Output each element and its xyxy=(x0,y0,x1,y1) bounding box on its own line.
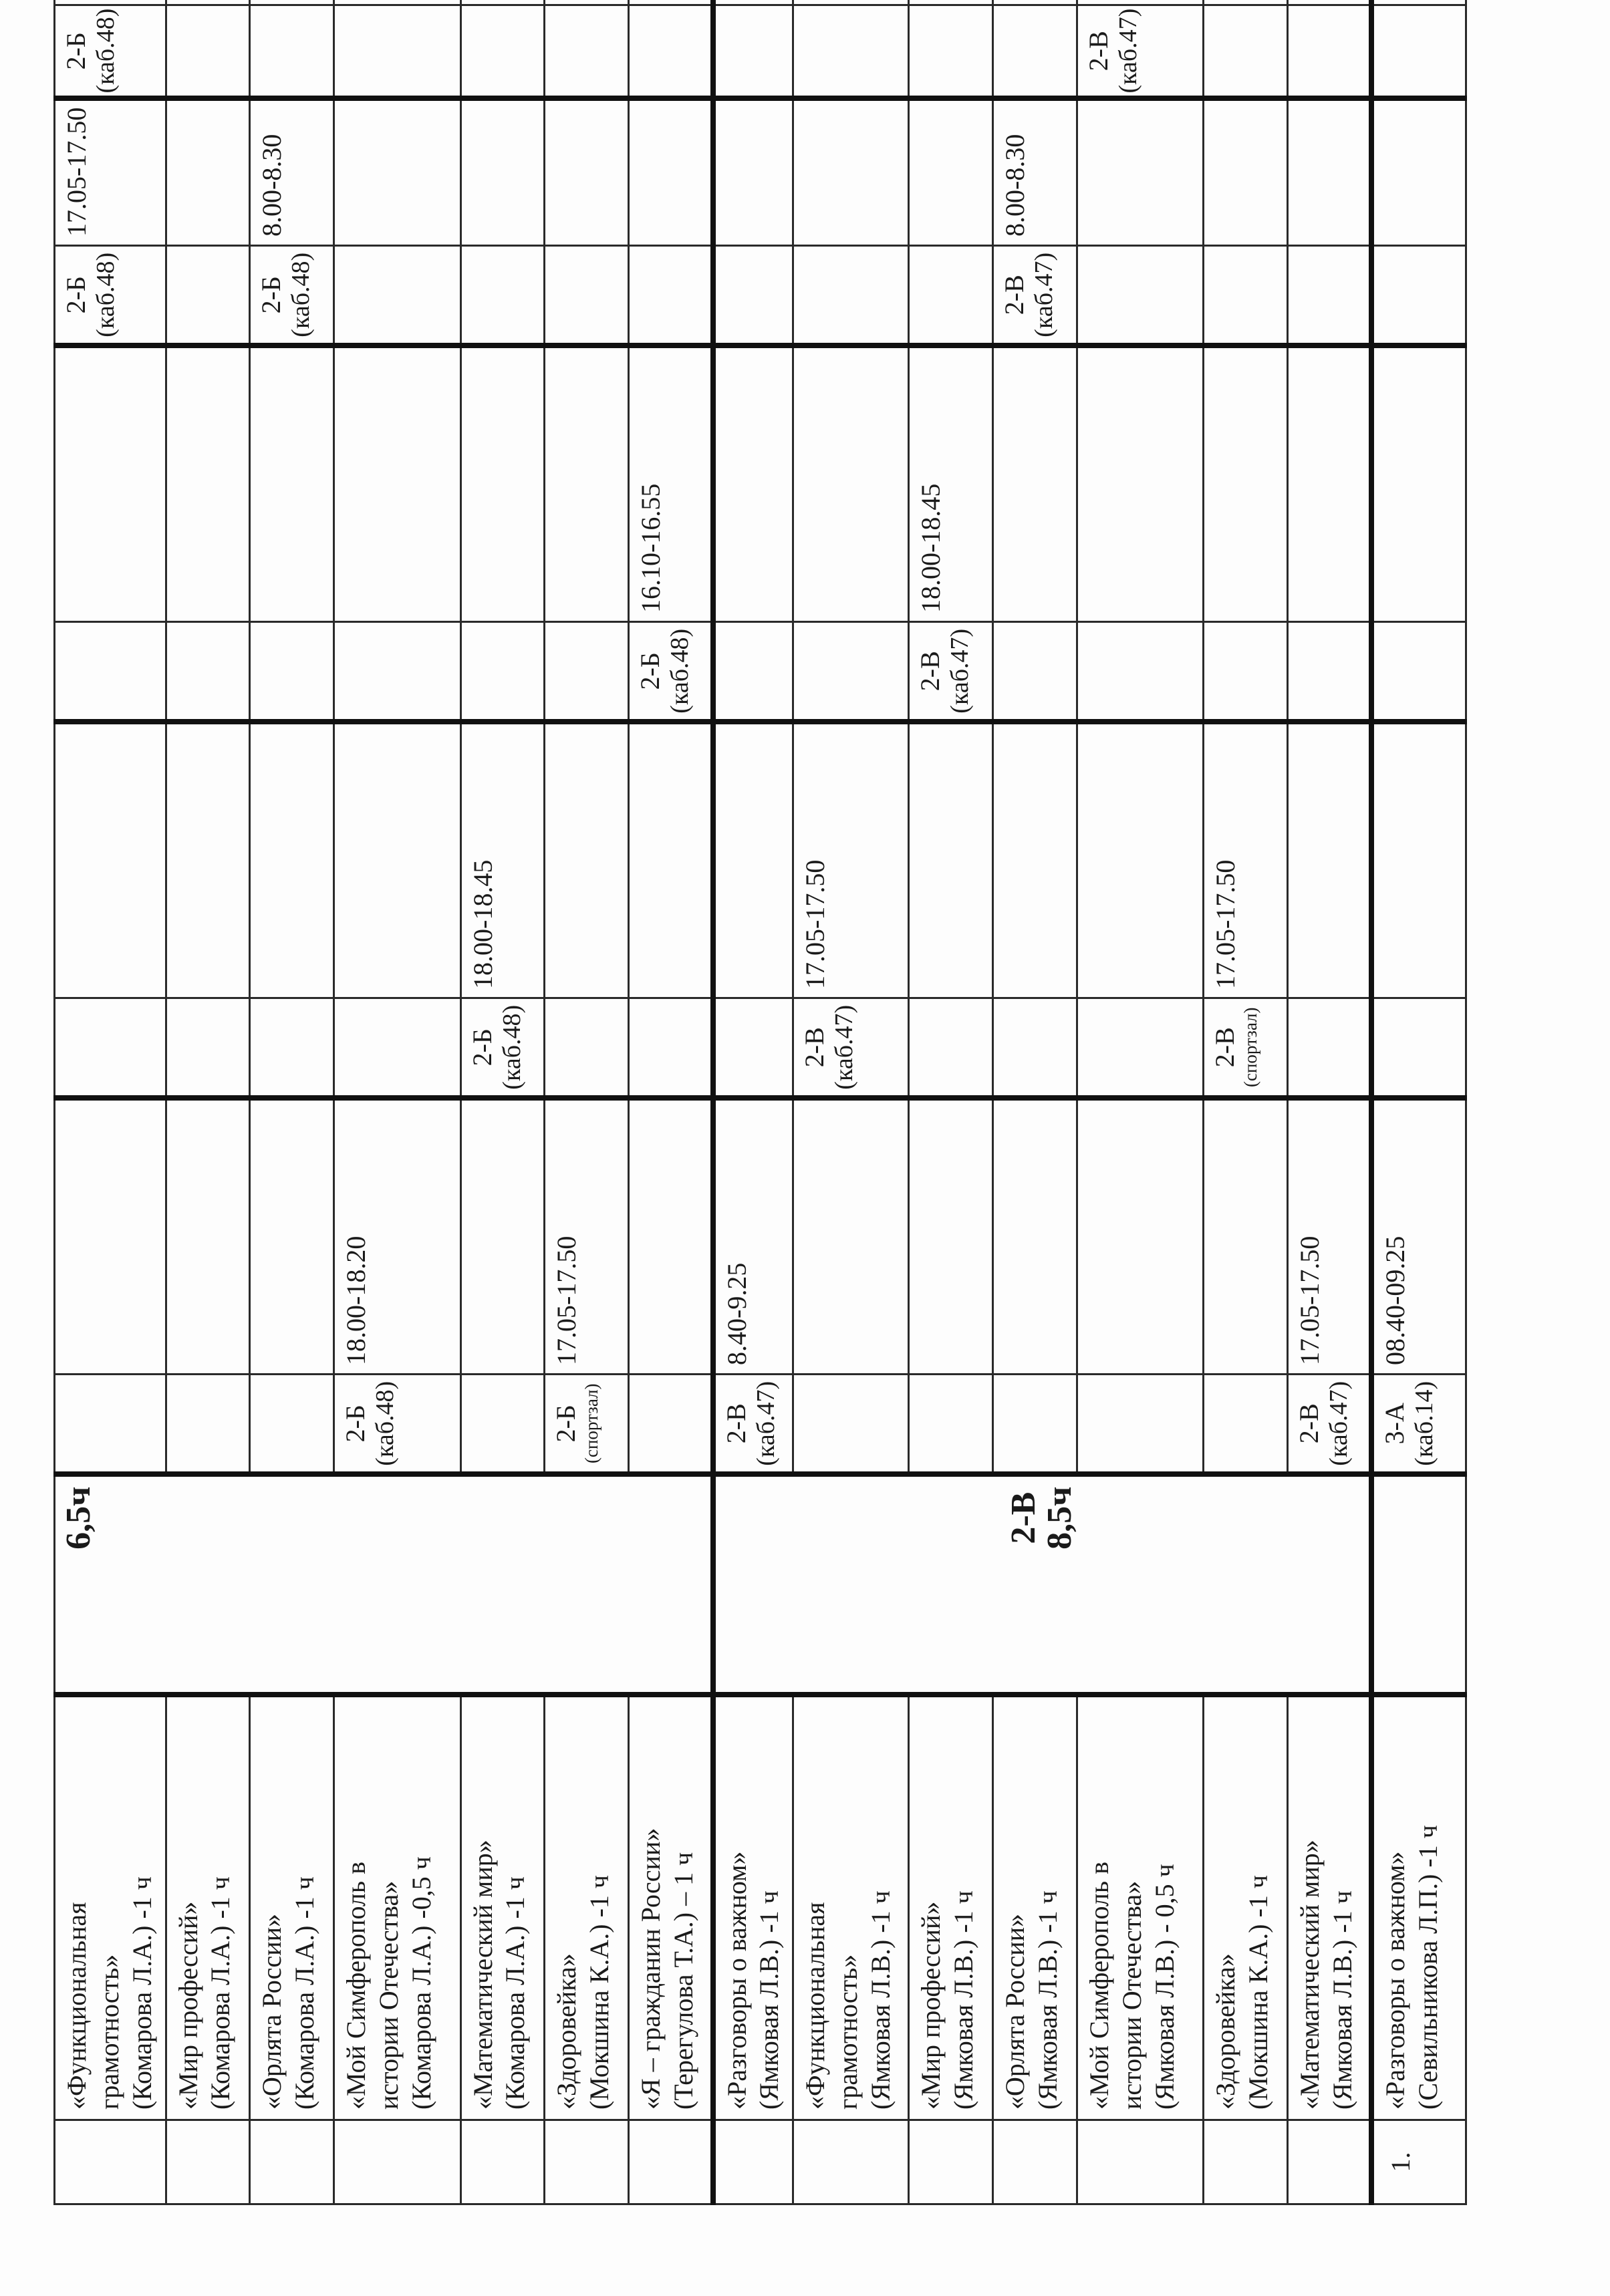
table-row xyxy=(545,0,629,2204)
room-label: (каб.48) xyxy=(371,1381,400,1466)
slot-time-cell xyxy=(166,0,250,5)
course-cell: «Орлята России» (Ямковая Л.В.) -1 ч xyxy=(993,1695,1077,2120)
slot-class-cell xyxy=(460,5,545,99)
slot-class-cell xyxy=(166,5,250,99)
slot-time-cell xyxy=(713,0,793,5)
group-label: 2-В 8,5ч xyxy=(1004,1486,1079,1550)
class-name: 2-Б xyxy=(61,32,91,70)
slot-time-cell xyxy=(55,1099,166,1375)
schedule-sheet xyxy=(53,3,1467,2205)
slot-class-cell xyxy=(1371,998,1466,1099)
slot-class-cell xyxy=(334,5,460,99)
slot-class-cell xyxy=(460,246,545,346)
slot-class-cell xyxy=(545,246,629,346)
table-row xyxy=(334,0,460,2204)
slot-class-cell xyxy=(1204,5,1288,99)
class-name: 2-В xyxy=(799,1027,830,1068)
group-hours-cell xyxy=(713,1475,1372,1695)
class-name: 2-В xyxy=(915,651,946,692)
class-name: 2-Б xyxy=(61,276,91,314)
slot-class-cell xyxy=(1371,1375,1466,1475)
slot-time-cell xyxy=(545,99,629,246)
slot-time-cell xyxy=(545,346,629,622)
class-name: 2-Б xyxy=(466,1028,497,1066)
table-row xyxy=(1077,0,1203,2204)
row-number xyxy=(793,2120,909,2204)
slot-class-cell xyxy=(460,622,545,722)
slot-time-cell xyxy=(909,722,993,998)
slot-class-cell xyxy=(545,1375,629,1475)
slot-time-cell xyxy=(1371,99,1466,246)
course-cell: «Разговоры о важном» (Ямковая Л.В.) -1 ч xyxy=(713,1695,793,2120)
course-cell: «Орлята России» (Комарова Л.А.) -1 ч xyxy=(250,1695,334,2120)
course-cell: «Мой Симферополь в истории Отечества» (Ямковая Л.В.) - 0,5 ч xyxy=(1077,1695,1203,2120)
slot-time-cell xyxy=(55,722,166,998)
slot-class-cell xyxy=(250,622,334,722)
table-row xyxy=(793,0,909,2204)
table-row xyxy=(1204,0,1288,2204)
course-cell: «Мир профессий» (Комарова Л.А.) -1 ч xyxy=(166,1695,250,2120)
slot-time-cell xyxy=(460,0,545,5)
slot-class-cell xyxy=(250,998,334,1099)
slot-class-cell xyxy=(993,5,1077,99)
table-row xyxy=(713,0,793,2204)
slot-class-cell xyxy=(1204,622,1288,722)
table-row xyxy=(629,0,713,2204)
row-number xyxy=(629,2120,713,2204)
slot-time-cell: 18.00-18.45 xyxy=(460,722,545,998)
class-name: 2-В xyxy=(999,275,1030,315)
course-cell: «Математический мир» (Комарова Л.А.) -1 ч xyxy=(460,1695,545,2120)
slot-class-cell xyxy=(55,622,166,722)
slot-class-cell xyxy=(1204,1375,1288,1475)
slot-time-cell xyxy=(1077,0,1203,5)
slot-time-cell xyxy=(250,0,334,5)
slot-class-cell xyxy=(1288,246,1372,346)
row-number xyxy=(713,2120,793,2204)
row-number xyxy=(1204,2120,1288,2204)
row-number xyxy=(250,2120,334,2204)
schedule-table xyxy=(53,0,1467,2205)
row-number xyxy=(993,2120,1077,2204)
slot-time-cell: 8.00-8.30 xyxy=(993,99,1077,246)
slot-time-cell: 18.00-18.20 xyxy=(334,1099,460,1375)
slot-time-cell xyxy=(1288,0,1372,5)
course-cell: «Математический мир» (Ямковая Л.В.) -1 ч xyxy=(1288,1695,1372,2120)
slot-class-cell xyxy=(629,622,713,722)
slot-class-cell xyxy=(250,1375,334,1475)
table-row xyxy=(250,0,334,2204)
class-name: 2-Б xyxy=(635,652,666,690)
room-label: (каб.48) xyxy=(287,252,315,337)
slot-class-cell xyxy=(793,246,909,346)
table-row xyxy=(55,0,166,2204)
slot-time-cell xyxy=(993,722,1077,998)
slot-time-cell xyxy=(334,346,460,622)
slot-time-cell xyxy=(1077,346,1203,622)
slot-time-cell: 8.00-8.30 xyxy=(250,99,334,246)
slot-time-cell xyxy=(793,1099,909,1375)
slot-class-cell xyxy=(334,246,460,346)
slot-time-cell xyxy=(909,1099,993,1375)
room-label: (каб.47) xyxy=(1030,252,1059,337)
table-row xyxy=(1371,0,1466,2204)
slot-time-cell xyxy=(713,346,793,622)
class-name: 2-Б xyxy=(551,1405,581,1443)
slot-class-cell xyxy=(993,622,1077,722)
slot-time-cell xyxy=(993,346,1077,622)
slot-time-cell xyxy=(1204,0,1288,5)
row-number xyxy=(1288,2120,1372,2204)
row-number: 1. xyxy=(1371,2120,1466,2204)
slot-class-cell xyxy=(1371,246,1466,346)
slot-class-cell xyxy=(1077,246,1203,346)
slot-time-cell xyxy=(1371,346,1466,622)
slot-class-cell xyxy=(166,622,250,722)
slot-time-cell xyxy=(545,0,629,5)
class-name: 2-В xyxy=(1210,1027,1240,1068)
slot-class-cell xyxy=(713,246,793,346)
room-label: (каб.47) xyxy=(751,1381,780,1466)
slot-class-cell xyxy=(713,998,793,1099)
slot-class-cell xyxy=(1204,998,1288,1099)
slot-class-cell xyxy=(1288,1375,1372,1475)
slot-time-cell xyxy=(1204,99,1288,246)
slot-class-cell xyxy=(793,622,909,722)
slot-time-cell xyxy=(334,99,460,246)
slot-time-cell xyxy=(250,1099,334,1375)
slot-class-cell xyxy=(250,246,334,346)
course-cell: «Разговоры о важном» (Севильникова Л.П.) -1 ч xyxy=(1371,1695,1466,2120)
slot-class-cell xyxy=(1288,998,1372,1099)
course-cell: «Я – гражданин России» (Терегулова Т.А.) – 1 ч xyxy=(629,1695,713,2120)
slot-time-cell: 16.10-16.55 xyxy=(629,346,713,622)
class-name: 2-Б xyxy=(256,276,287,314)
room-label: (каб.14) xyxy=(1410,1381,1439,1466)
slot-class-cell xyxy=(629,1375,713,1475)
slot-time-cell xyxy=(1288,722,1372,998)
row-number xyxy=(545,2120,629,2204)
slot-time-cell xyxy=(166,722,250,998)
room-label: (спортзал) xyxy=(1240,1007,1261,1088)
slot-time-cell xyxy=(629,1099,713,1375)
class-name: 2-В xyxy=(720,1403,751,1444)
slot-class-cell xyxy=(1371,5,1466,99)
slot-class-cell xyxy=(166,246,250,346)
table-row xyxy=(1288,0,1372,2204)
slot-time-cell: 17.05-17.50 xyxy=(1288,1099,1372,1375)
slot-time-cell xyxy=(793,346,909,622)
class-name: 2-В xyxy=(1083,31,1113,71)
table-row xyxy=(166,0,250,2204)
slot-time-cell xyxy=(1204,1099,1288,1375)
slot-class-cell xyxy=(166,998,250,1099)
room-label: (каб.47) xyxy=(946,628,974,714)
room-label: (каб.48) xyxy=(92,8,120,94)
slot-class-cell xyxy=(1077,1375,1203,1475)
slot-class-cell xyxy=(55,5,166,99)
slot-class-cell xyxy=(55,998,166,1099)
room-label: (каб.47) xyxy=(1113,8,1142,94)
slot-time-cell xyxy=(55,346,166,622)
course-cell: «Мир профессий» (Ямковая Л.В.) -1 ч xyxy=(909,1695,993,2120)
slot-class-cell xyxy=(545,5,629,99)
slot-time-cell xyxy=(460,346,545,622)
class-name: 2-Б xyxy=(340,1405,371,1443)
slot-time-cell xyxy=(166,1099,250,1375)
slot-time-cell xyxy=(713,99,793,246)
row-number xyxy=(909,2120,993,2204)
slot-time-cell xyxy=(993,0,1077,5)
slot-class-cell xyxy=(629,246,713,346)
slot-time-cell xyxy=(545,722,629,998)
slot-class-cell xyxy=(713,1375,793,1475)
slot-time-cell xyxy=(909,99,993,246)
slot-class-cell xyxy=(909,5,993,99)
slot-class-cell xyxy=(909,246,993,346)
class-name: 2-В xyxy=(1294,1403,1325,1444)
course-cell: «Функциональная грамотность» (Комарова Л.А.) -1 ч xyxy=(55,1695,166,2120)
slot-time-cell: 17.05-17.50 xyxy=(545,1099,629,1375)
slot-time-cell xyxy=(334,0,460,5)
slot-time-cell xyxy=(1288,346,1372,622)
slot-class-cell xyxy=(1077,5,1203,99)
course-cell: «Мой Симферополь в истории Отечества» (Комарова Л.А.) -0,5 ч xyxy=(334,1695,460,2120)
slot-time-cell: 17.05-17.50 xyxy=(1204,722,1288,998)
slot-class-cell xyxy=(1371,622,1466,722)
slot-class-cell xyxy=(629,5,713,99)
slot-class-cell xyxy=(334,998,460,1099)
slot-time-cell: 8.40-9.25 xyxy=(713,1099,793,1375)
slot-time-cell xyxy=(460,1099,545,1375)
slot-time-cell xyxy=(1077,99,1203,246)
slot-class-cell xyxy=(460,998,545,1099)
slot-time-cell xyxy=(460,99,545,246)
room-label: (спортзал) xyxy=(581,1383,602,1464)
slot-time-cell xyxy=(1371,0,1466,5)
slot-class-cell xyxy=(545,622,629,722)
slot-class-cell xyxy=(334,1375,460,1475)
slot-time-cell xyxy=(166,99,250,246)
slot-class-cell xyxy=(55,1375,166,1475)
slot-class-cell xyxy=(545,998,629,1099)
slot-time-cell xyxy=(793,0,909,5)
slot-class-cell xyxy=(166,1375,250,1475)
slot-time-cell xyxy=(993,1099,1077,1375)
course-cell: «Здоровейка» (Мокшина К.А.) -1 ч xyxy=(1204,1695,1288,2120)
row-number xyxy=(334,2120,460,2204)
table-row xyxy=(993,0,1077,2204)
slot-time-cell xyxy=(166,346,250,622)
slot-class-cell xyxy=(1077,998,1203,1099)
slot-class-cell xyxy=(460,1375,545,1475)
slot-time-cell xyxy=(334,722,460,998)
room-label: (каб.48) xyxy=(666,628,694,714)
slot-time-cell xyxy=(629,99,713,246)
slot-time-cell xyxy=(793,99,909,246)
slot-time-cell: 17.05-17.50 xyxy=(55,99,166,246)
slot-class-cell xyxy=(713,622,793,722)
room-label: (каб.47) xyxy=(830,1004,859,1090)
slot-class-cell xyxy=(793,5,909,99)
slot-time-cell xyxy=(629,722,713,998)
slot-class-cell xyxy=(1077,622,1203,722)
slot-class-cell xyxy=(250,5,334,99)
slot-time-cell xyxy=(629,0,713,5)
row-number xyxy=(55,2120,166,2204)
hours-total: 6,5ч xyxy=(59,1486,98,1550)
slot-time-cell xyxy=(1288,99,1372,246)
table-row xyxy=(909,0,993,2204)
slot-time-cell: 08.40-09.25 xyxy=(1371,1099,1466,1375)
slot-time-cell xyxy=(250,722,334,998)
row-number xyxy=(460,2120,545,2204)
slot-class-cell xyxy=(909,1375,993,1475)
slot-class-cell xyxy=(713,5,793,99)
slot-class-cell xyxy=(55,246,166,346)
slot-class-cell xyxy=(334,622,460,722)
course-cell: «Здоровейка» (Мокшина К.А.) -1 ч xyxy=(545,1695,629,2120)
slot-class-cell xyxy=(1288,5,1372,99)
slot-time-cell: 17.05-17.50 xyxy=(793,722,909,998)
slot-time-cell xyxy=(909,0,993,5)
room-label: (каб.48) xyxy=(92,252,120,337)
row-number xyxy=(1077,2120,1203,2204)
slot-class-cell xyxy=(909,998,993,1099)
slot-time-cell xyxy=(1371,722,1466,998)
slot-class-cell xyxy=(1288,622,1372,722)
slot-class-cell xyxy=(909,622,993,722)
table-row xyxy=(460,0,545,2204)
slot-class-cell xyxy=(629,998,713,1099)
slot-class-cell xyxy=(793,998,909,1099)
group-hours-cell xyxy=(55,1475,713,1695)
slot-class-cell xyxy=(793,1375,909,1475)
slot-time-cell xyxy=(1077,722,1203,998)
room-label: (каб.47) xyxy=(1325,1381,1353,1466)
slot-class-cell xyxy=(993,998,1077,1099)
slot-time-cell: 18.00-18.45 xyxy=(909,346,993,622)
slot-class-cell xyxy=(1204,246,1288,346)
course-cell: «Функциональная грамотность» (Ямковая Л.В.) -1 ч xyxy=(793,1695,909,2120)
group-hours-cell xyxy=(1371,1475,1466,1695)
slot-time-cell xyxy=(1077,1099,1203,1375)
slot-class-cell xyxy=(993,246,1077,346)
room-label: (каб.48) xyxy=(497,1004,526,1090)
slot-time-cell xyxy=(713,722,793,998)
row-number xyxy=(166,2120,250,2204)
slot-class-cell xyxy=(993,1375,1077,1475)
class-name: 3-А xyxy=(1379,1403,1410,1445)
slot-time-cell xyxy=(250,346,334,622)
slot-time-cell xyxy=(1204,346,1288,622)
slot-time-cell xyxy=(55,0,166,5)
